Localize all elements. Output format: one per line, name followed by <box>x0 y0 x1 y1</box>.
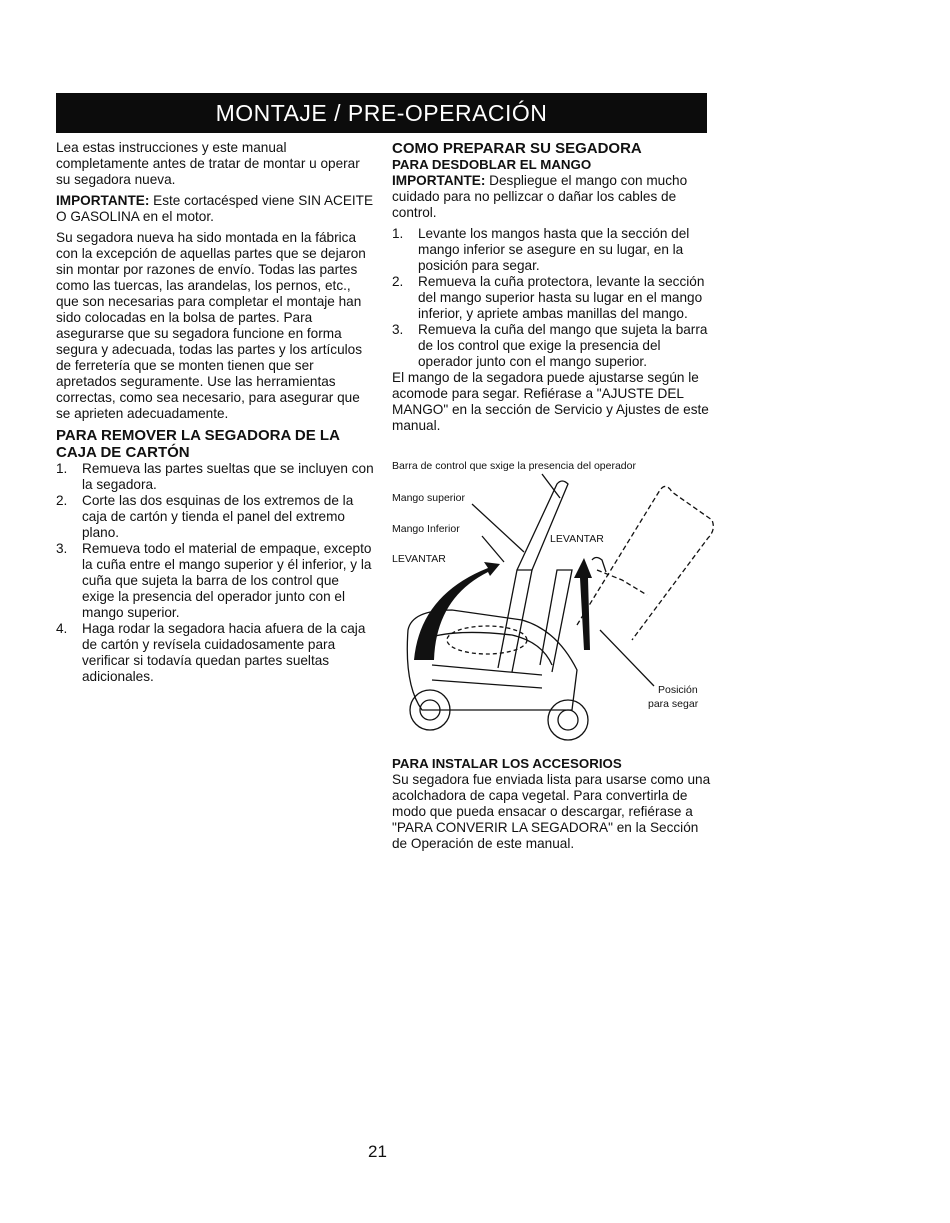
important-note <box>392 173 712 221</box>
page-number: 21 <box>368 1142 387 1161</box>
list-item: 1. Levante los mangos hasta que la sección del mango inferior se asegure en su lugar, en la posición para segar. <box>392 226 690 273</box>
section-title-bar <box>56 93 707 133</box>
front-wheel <box>548 700 588 740</box>
upper-handle-folded <box>517 481 568 570</box>
label-position-line2: para segar <box>648 698 699 710</box>
intro-paragraph: Lea estas instrucciones y este manual completamente antes de tratar de montar u operar su segadora nueva. <box>56 140 360 187</box>
mower-handle-figure <box>392 460 722 760</box>
unfold-handle-subheading: PARA DESDOBLAR EL MANGO <box>392 157 592 172</box>
list-item: 4. Haga rodar la segadora hacia afuera de la caja de cartón y revísela cuidadosamente para verificar si todavía quedan partes sueltas adicionales. <box>56 621 366 684</box>
left-column <box>56 140 374 685</box>
accessories-heading: PARA INSTALAR LOS ACCESORIOS <box>392 756 622 771</box>
unfold-steps-list <box>392 226 712 370</box>
list-item: 2. Remueva la cuña protectora, levante la sección del mango superior hasta su lugar en el mango inferior, y apriete ambas manillas del mango. <box>392 274 705 321</box>
list-item: 2. Corte las dos esquinas de los extremos de la caja de cartón y tienda el panel del extremo plano. <box>56 493 354 540</box>
list-item: 3. Remueva la cuña del mango que sujeta la barra de los control que exige la presencia del operador junto con el mango superior. <box>392 322 708 369</box>
label-lift-right: LEVANTAR <box>550 533 604 545</box>
mower-illustration <box>392 460 722 760</box>
accessories-paragraph: Su segadora fue enviada lista para usarse como una acolchadora de capa vegetal. Para convertirla de modo que pueda ensacar o descargar, refiérase a "PARA CONVERIR LA SEGADORA" en la Sección de Operación de este manual. <box>392 772 711 851</box>
prepare-mower-heading: COMO PREPARAR SU SEGADORA <box>392 140 642 157</box>
list-item: 3. Remueva todo el material de empaque, excepto la cuña entre el mango superior y él inferior, y la cuña que sujeta la barra de los control que exige la presencia del operador junto con el mango superior. <box>56 541 372 620</box>
figure-caption: Barra de control que sxige la presencia del operador <box>392 460 636 472</box>
important-label: IMPORTANTE: <box>392 173 486 188</box>
label-lift-left: LEVANTAR <box>392 553 446 565</box>
list-item: 1. Remueva las partes sueltas que se incluyen con la segadora. <box>56 461 374 492</box>
leader-line <box>482 536 504 562</box>
important-label: IMPORTANTE: <box>56 193 150 208</box>
label-lower-handle: Mango Inferior <box>392 523 460 535</box>
label-upper-handle: Mango superior <box>392 492 465 504</box>
important-text: Despliegue el mango con mucho cuidado para no pellizcar o dañar los cables de control. <box>392 173 688 220</box>
leader-line <box>472 504 524 552</box>
label-position-line1: Posición <box>658 684 698 696</box>
leader-line <box>600 630 654 686</box>
section-title: MONTAJE / PRE-OPERACIÓN <box>215 100 548 126</box>
upper-handle-mowing <box>577 486 713 640</box>
right-column <box>392 140 712 439</box>
remove-steps-list <box>56 461 374 685</box>
important-text: Este cortacésped viene SIN ACEITE O GASOLINA en el motor. <box>56 193 374 224</box>
remove-from-carton-heading: PARA REMOVER LA SEGADORA DE LA CAJA DE CARTÓN <box>56 427 340 461</box>
important-note <box>56 193 374 225</box>
leader-line <box>542 474 560 498</box>
accessories-section <box>392 756 712 857</box>
assembly-paragraph: Su segadora nueva ha sido montada en la fábrica con la excepción de aquellas partes que se dejaron sin montar por razones de envío. Todas las partes como las tuercas, las arandelas, los pernos, etc., que son necesarias para completar el montaje han sido colocadas en la bolsa de partes. Para asegurarse que su segadora funcione en forma segura y adecuada, todas las partes y los artículos de ferretería que se monten tienen que ser apretados seguramente. Use las herramientas correctas, como sea necesario, para asegurar que se aprieten adecuadamente. <box>56 230 366 421</box>
handle-adjust-note: El mango de la segadora puede ajustarse según le acomode para segar. Refiérase a "AJUSTE DEL MANGO" en la sección de Servicio y Ajustes de este manual. <box>392 370 709 433</box>
